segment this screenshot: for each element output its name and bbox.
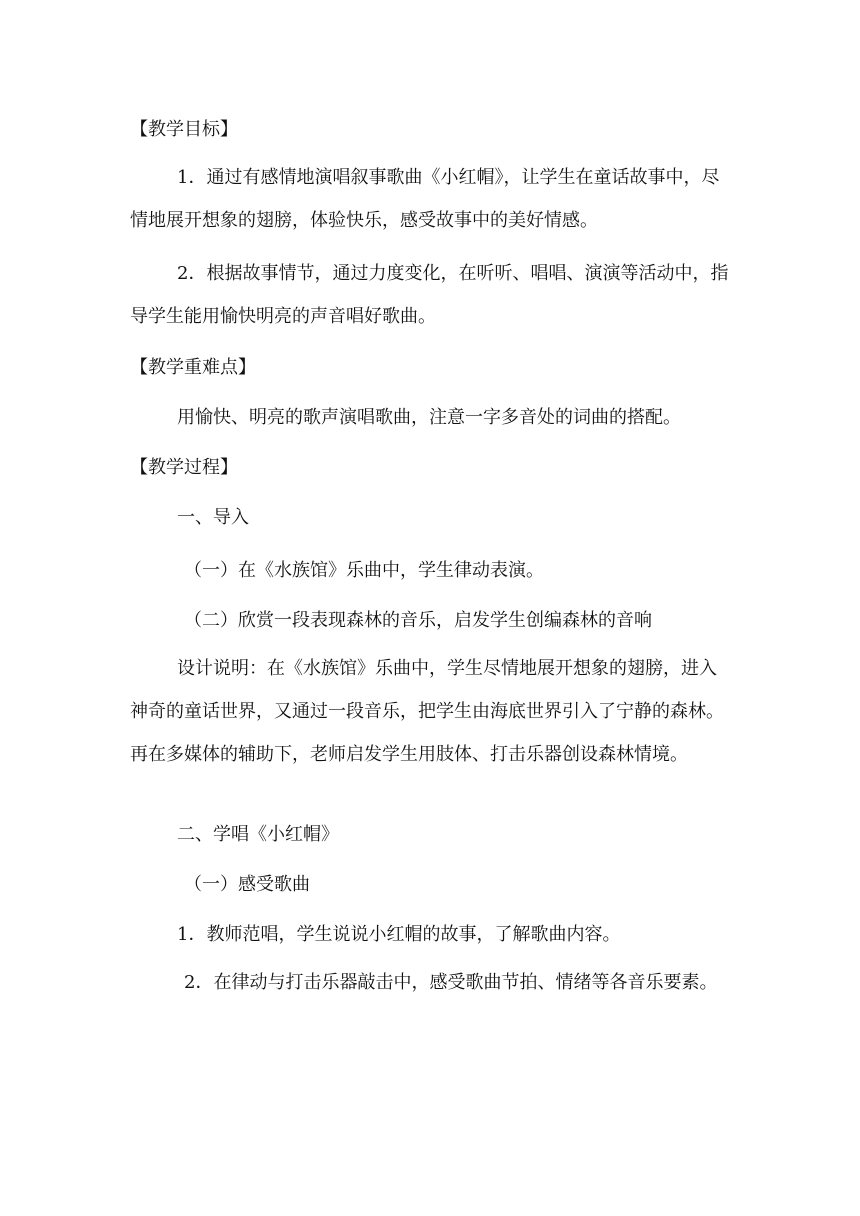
heading-key-points: 【教学重难点】	[130, 357, 256, 378]
section-intro: 一、导入	[177, 507, 249, 528]
design-note: 设计说明：在《水族馆》乐曲中，学生尽情地展开想象的翅膀，进入神奇的童话世界，又通过一段音乐，把学生由海底世界引入了宁静的森林。再在多媒体的辅助下，老师启发学生用肢体、打击乐器创设森林情境。	[130, 658, 724, 765]
heading-teaching-process: 【教学过程】	[130, 457, 238, 478]
goal-item-2: 2．根据故事情节，通过力度变化，在听听、唱唱、演演等活动中，指导学生能用愉快明亮的声音唱好歌曲。	[130, 263, 729, 327]
learn-item-1: （一）感受歌曲	[184, 874, 310, 895]
key-points-text: 用愉快、明亮的歌声演唱歌曲，注意一字多音处的词曲的搭配。	[177, 407, 681, 428]
intro-item-1: （一）在《水族馆》乐曲中，学生律动表演。	[184, 560, 544, 581]
section-learn-song: 二、学唱《小红帽》	[177, 824, 339, 845]
heading-teaching-goals: 【教学目标】	[130, 119, 238, 140]
intro-item-2: （二）欣赏一段表现森林的音乐，启发学生创编森林的音响	[184, 610, 652, 631]
learn-step-2: 2．在律动与打击乐器敲击中，感受歌曲节拍、情绪等各音乐要素。	[184, 972, 718, 993]
learn-step-1: 1．教师范唱，学生说说小红帽的故事，了解歌曲内容。	[177, 924, 621, 945]
goal-item-1: 1．通过有感情地演唱叙事歌曲《小红帽》，让学生在童话故事中，尽情地展开想象的翅膀，体验快乐，感受故事中的美好情感。	[130, 167, 720, 231]
